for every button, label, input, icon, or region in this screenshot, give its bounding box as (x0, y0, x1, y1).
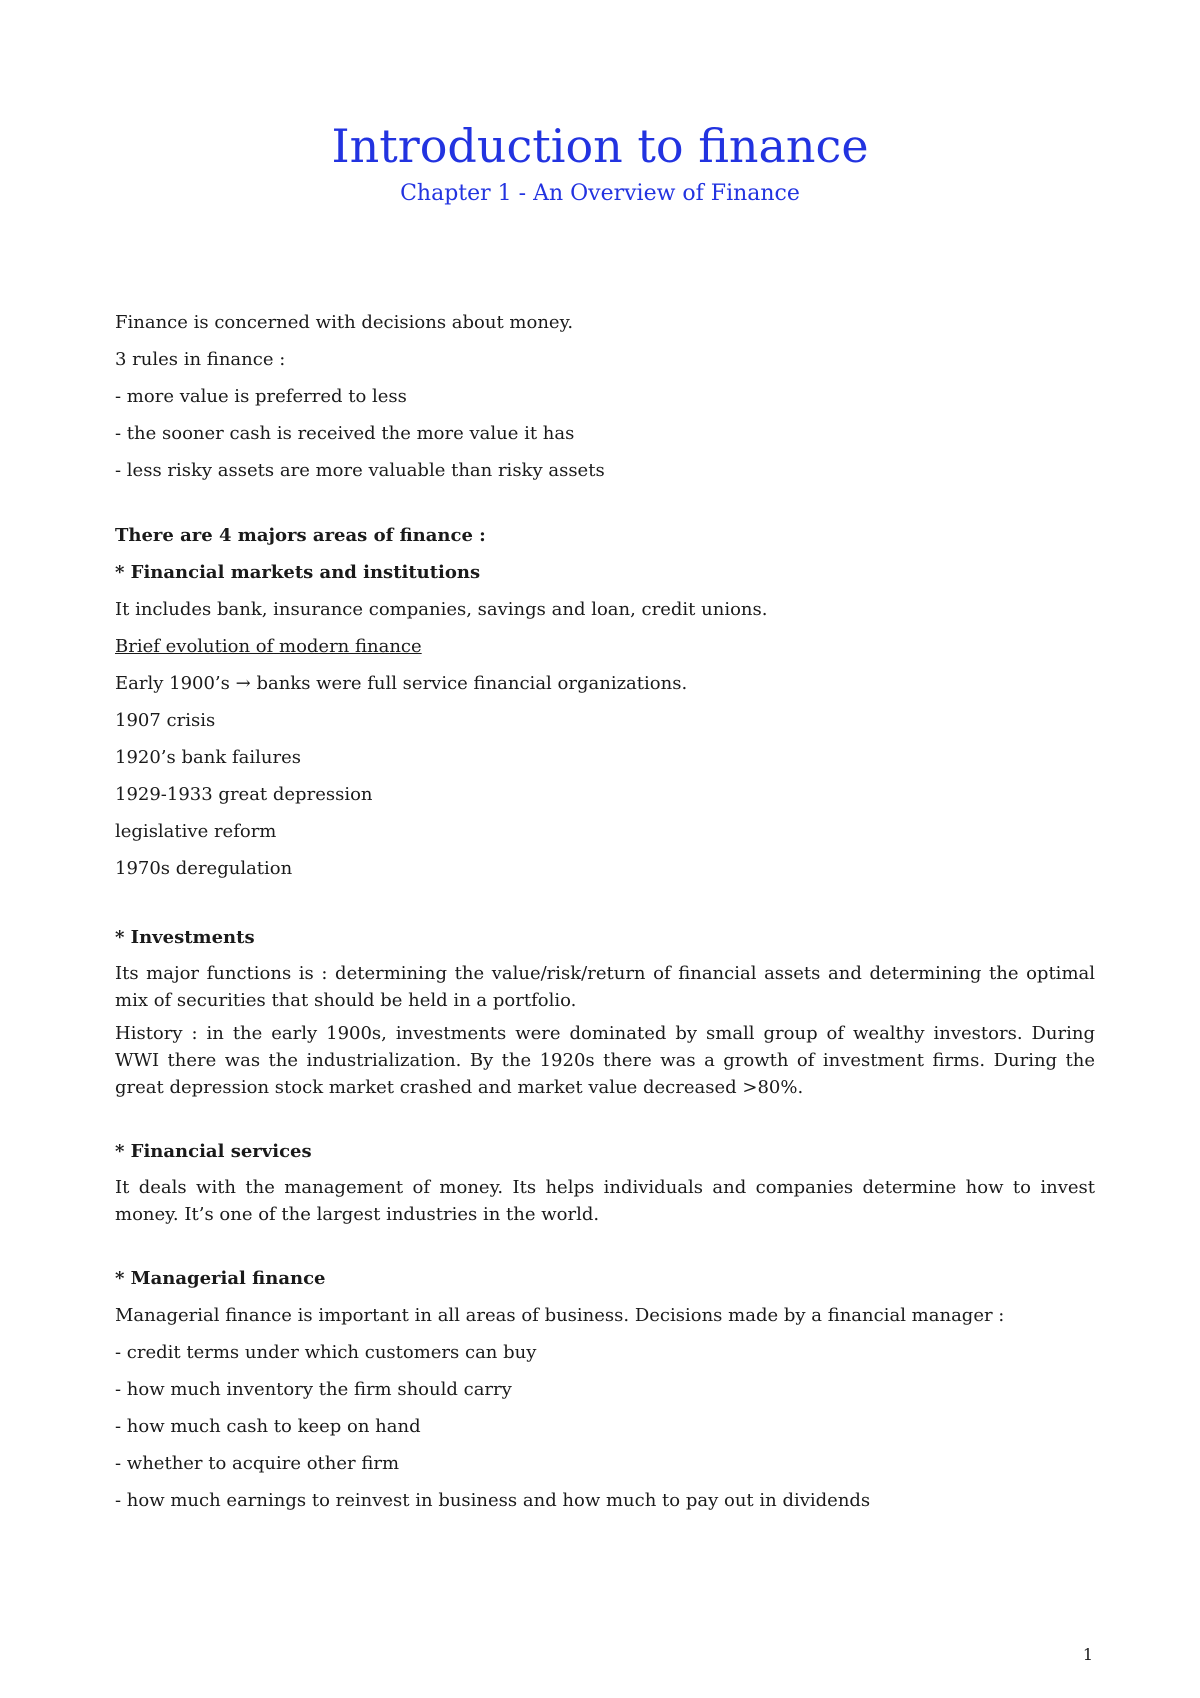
list-item: - how much inventory the firm should carry (115, 1379, 512, 1400)
timeline-item: legislative reform (115, 821, 277, 842)
areas-heading: There are 4 majors areas of finance : (115, 525, 486, 546)
subheading-evolution: Brief evolution of modern finance (115, 636, 422, 657)
timeline-item: 1970s deregulation (115, 858, 293, 879)
section-heading-services: * Financial services (115, 1141, 312, 1162)
timeline-item: 1920’s bank failures (115, 747, 301, 768)
timeline-item (115, 665, 1095, 702)
timeline-item: 1907 crisis (115, 710, 216, 731)
list-item: - credit terms under which customers can buy (115, 1342, 537, 1363)
timeline-date: Early 1900’s (115, 673, 230, 694)
section-text: It includes bank, insurance companies, savings and loan, credit unions. (115, 599, 768, 620)
timeline-text: banks were full service financial organizations. (250, 673, 688, 694)
document-subtitle: Chapter 1 - An Overview of Finance (400, 181, 800, 206)
list-item: - how much cash to keep on hand (115, 1416, 421, 1437)
list-item: - how much earnings to reinvest in business and how much to pay out in dividends (115, 1490, 871, 1511)
section-heading-markets: * Financial markets and institutions (115, 562, 481, 583)
right-arrow-icon: → (235, 673, 251, 694)
rule-item: - more value is preferred to less (115, 386, 407, 407)
section-paragraph: Its major functions is : determining the value/risk/return of financial assets and determining the optimal mix of securities that should be held in a portfolio. (115, 963, 1095, 1011)
section-text: Managerial finance is important in all areas of business. Decisions made by a financial manager : (115, 1305, 1005, 1326)
document-body (115, 304, 1095, 1519)
page-number: 1 (1082, 1645, 1093, 1664)
rule-item: - less risky assets are more valuable than risky assets (115, 460, 605, 481)
document-title: Introduction to finance (331, 119, 869, 173)
list-item: - whether to acquire other firm (115, 1453, 400, 1474)
intro-line: Finance is concerned with decisions about money. (115, 312, 574, 333)
rule-item: - the sooner cash is received the more value it has (115, 423, 575, 444)
section-paragraph: It deals with the management of money. Its helps individuals and companies determine how to invest money. It’s one of the largest industries in the world. (115, 1177, 1095, 1225)
rules-intro: 3 rules in finance : (115, 349, 286, 370)
section-heading-managerial: * Managerial finance (115, 1268, 326, 1289)
timeline-item: 1929-1933 great depression (115, 784, 373, 805)
section-paragraph: History : in the early 1900s, investments were dominated by small group of wealthy investors. During WWI there was the industrialization. By the 1920s there was a growth of investment firms. During the great depression stock market crashed and market value decreased >80%. (115, 1023, 1095, 1098)
section-heading-investments: * Investments (115, 927, 255, 948)
